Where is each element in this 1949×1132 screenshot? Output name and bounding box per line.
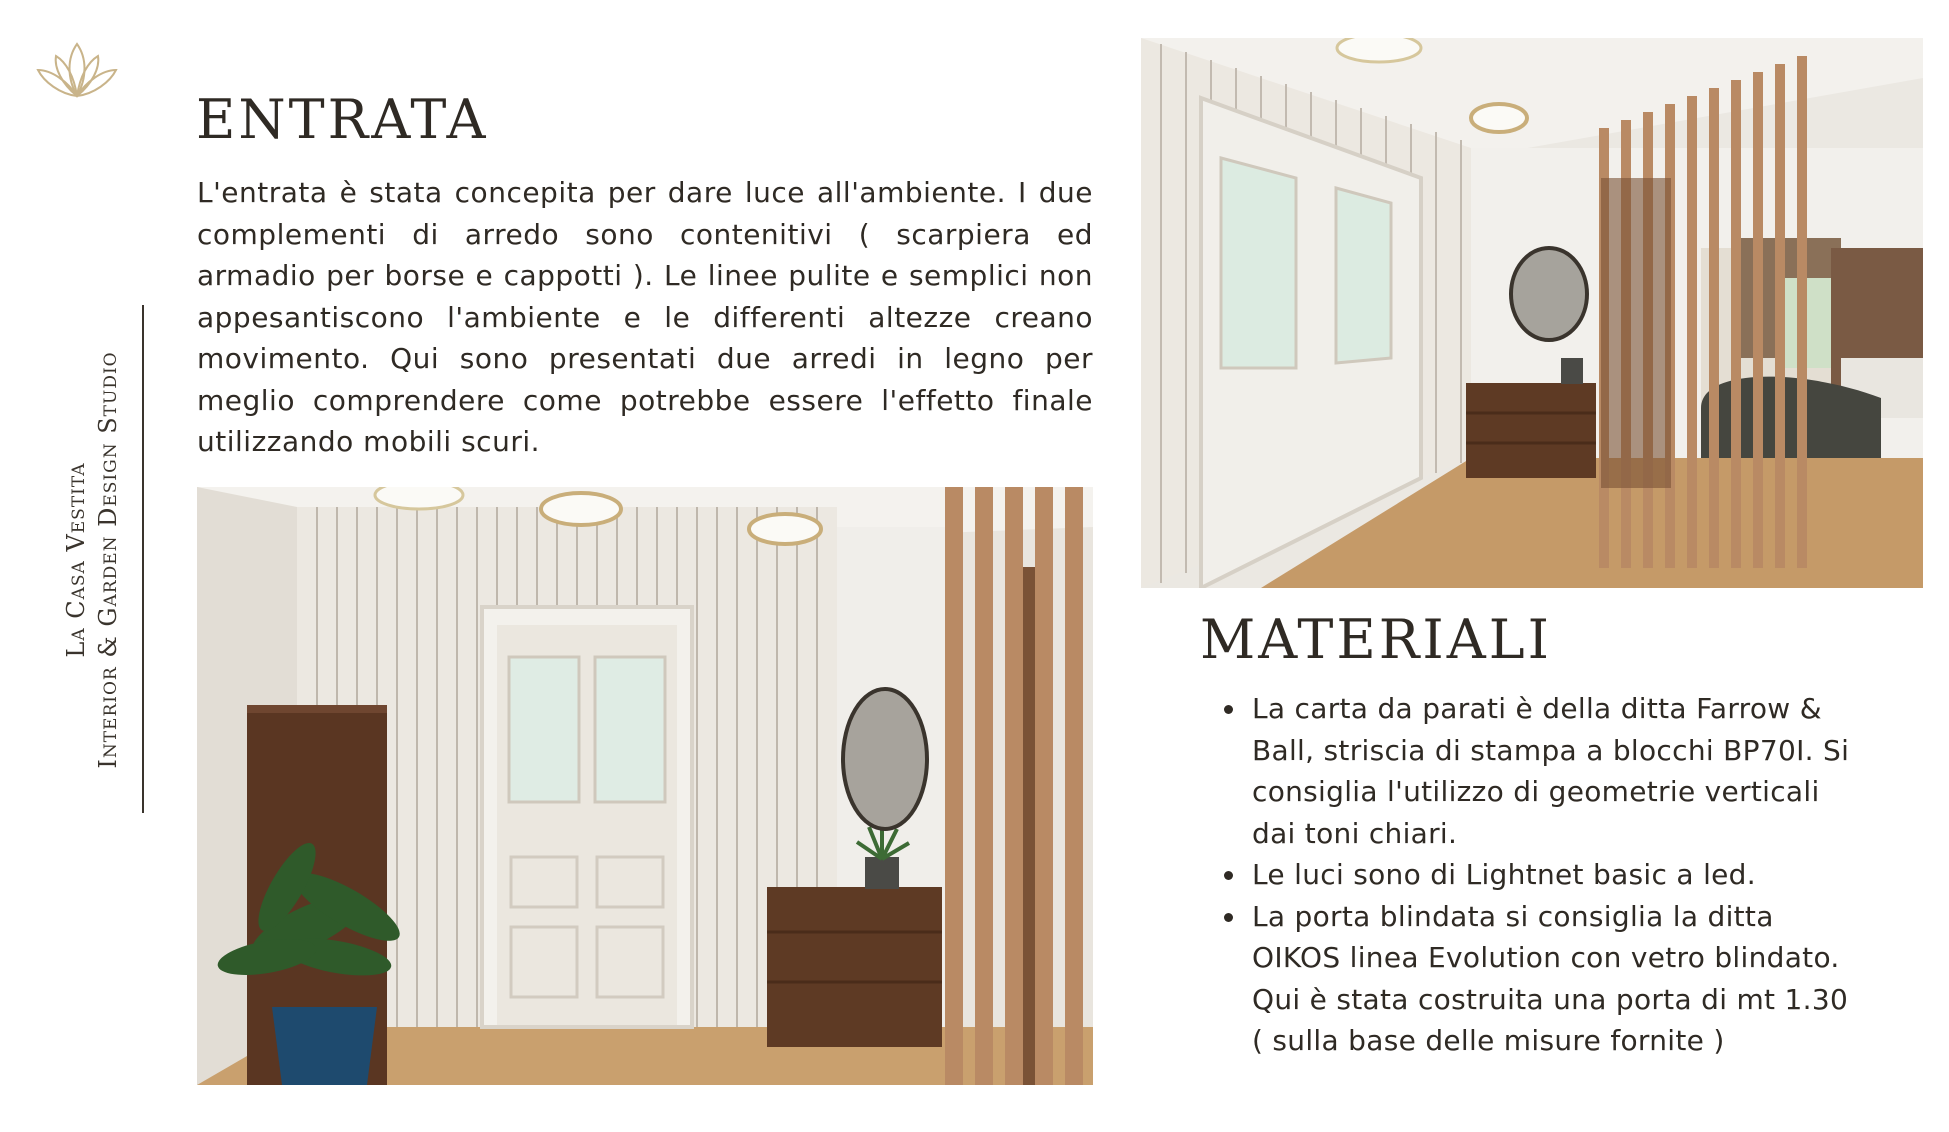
hallway-render-photo [1141,38,1923,588]
studio-name-vertical [60,350,130,770]
entrata-description: L'entrata è stata concepita per dare luce all'ambiente. I due complementi di arredo sono contenitivi ( scarpiera ed armadio per borse e cappotti ). Le linee pulite e semplici non appesantiscono l'ambiente e le differenti altezze creano movimento. Qui sono presentati due arredi in legno per meglio comprendere come potrebbe essere l'effetto finale utilizzando mobili scuri. [197,176,1093,458]
entrata-heading: ENTRATA [196,88,489,151]
list-item: La porta blindata si consiglia la ditta OIKOS linea Evolution con vetro blindato. Qui è stata costruita una porta di mt 1.30 ( sulla base delle misure fornite ) [1218,896,1858,1062]
lotus-icon [32,36,122,106]
materiali-heading: MATERIALI [1200,608,1552,671]
list-item: La carta da parati è della ditta Farrow & Ball, striscia di stampa a blocchi BP70I. Si consiglia l'utilizzo di geometrie verticali dai toni chiari. [1218,688,1858,854]
materiali-list [1218,688,1858,1062]
list-item: Le luci sono di Lightnet basic a led. [1218,854,1858,896]
studio-tagline: Interior & Garden Design Studio [94,351,122,769]
entrance-render-photo [197,487,1093,1085]
vertical-divider [142,305,144,813]
studio-name: La Casa Vestita [62,462,90,658]
